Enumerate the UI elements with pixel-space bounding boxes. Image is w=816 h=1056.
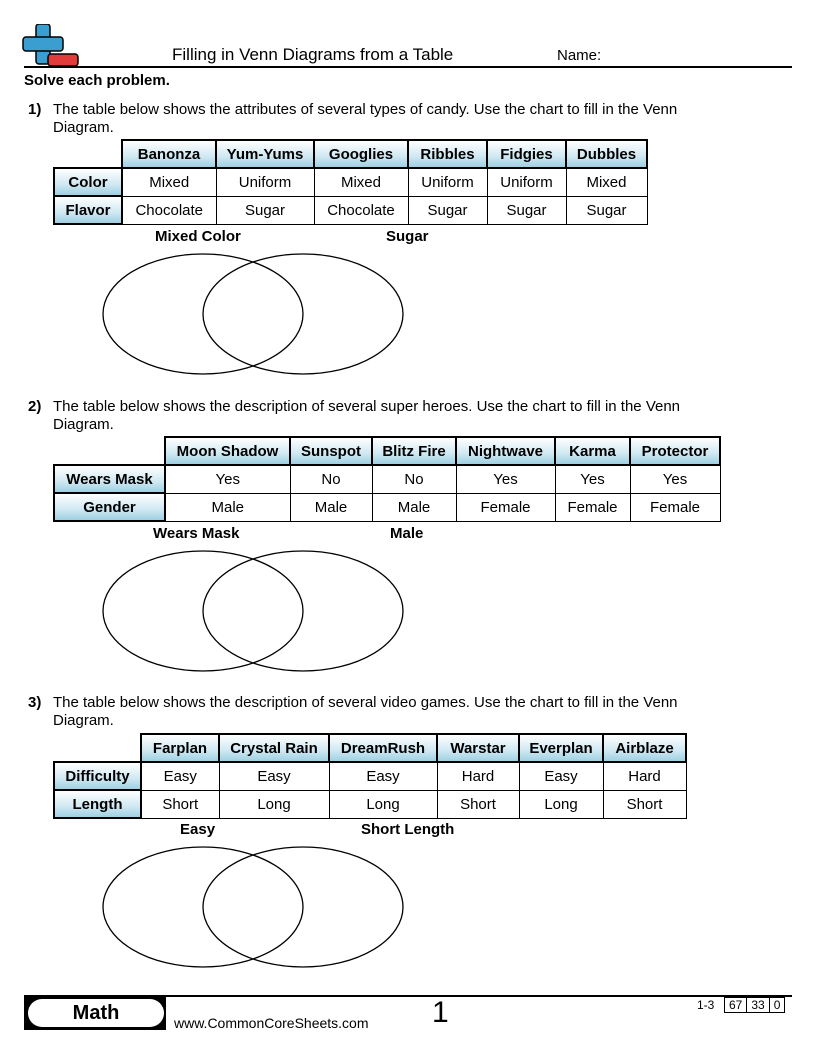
- venn-left-label: Easy: [180, 821, 216, 838]
- super-heroes-table: [53, 436, 721, 522]
- column-header: Dubbles: [566, 140, 647, 168]
- subject-badge: Math: [28, 999, 164, 1027]
- table-row: [54, 168, 647, 196]
- score-box: 33: [747, 998, 769, 1013]
- column-header: Warstar: [437, 734, 519, 762]
- table-row: [54, 762, 686, 790]
- table-cell: Male: [165, 493, 290, 521]
- table-cell: Short: [437, 790, 519, 818]
- row-header: Flavor: [54, 196, 122, 224]
- table-row: [54, 493, 720, 521]
- column-header: Blitz Fire: [372, 437, 456, 465]
- problem-number: 2): [28, 398, 42, 415]
- table-cell: Uniform: [408, 168, 487, 196]
- table-row: [54, 196, 647, 224]
- table-cell: Hard: [437, 762, 519, 790]
- venn-left-label: Wears Mask: [153, 525, 240, 542]
- table-cell: Sugar: [487, 196, 566, 224]
- column-header: Ribbles: [408, 140, 487, 168]
- table-cell: Yes: [555, 465, 630, 493]
- table-cell: Yes: [165, 465, 290, 493]
- table-corner: [54, 734, 141, 762]
- column-header: Banonza: [122, 140, 216, 168]
- column-header: Airblaze: [603, 734, 686, 762]
- table-cell: Long: [329, 790, 437, 818]
- page-number: 1: [432, 996, 449, 1029]
- column-header: Yum-Yums: [216, 140, 314, 168]
- header-divider: [24, 66, 792, 68]
- column-header: Nightwave: [456, 437, 555, 465]
- venn-left-label: Mixed Color: [155, 228, 241, 245]
- table-cell: Yes: [630, 465, 720, 493]
- problem-number: 3): [28, 694, 42, 711]
- table-cell: Male: [372, 493, 456, 521]
- table-cell: Mixed: [122, 168, 216, 196]
- table-corner: [54, 437, 165, 465]
- problem-text: The table below shows the attributes of several types of candy. Use the chart to fill in the Venn Diagram.: [53, 101, 678, 136]
- table-cell: Short: [603, 790, 686, 818]
- score-box: 67: [725, 998, 747, 1013]
- column-header: Protector: [630, 437, 720, 465]
- table-cell: Yes: [456, 465, 555, 493]
- row-header: Wears Mask: [54, 465, 165, 493]
- website-url: www.CommonCoreSheets.com: [174, 1015, 369, 1031]
- worksheet-title: Filling in Venn Diagrams from a Table: [172, 45, 454, 64]
- column-header: Fidgies: [487, 140, 566, 168]
- table-cell: Sugar: [408, 196, 487, 224]
- table-cell: Uniform: [216, 168, 314, 196]
- table-cell: Sugar: [216, 196, 314, 224]
- venn-right-label: Male: [390, 525, 424, 542]
- table-cell: Easy: [519, 762, 603, 790]
- table-cell: No: [290, 465, 372, 493]
- table-cell: Female: [456, 493, 555, 521]
- column-header: DreamRush: [329, 734, 437, 762]
- column-header: Everplan: [519, 734, 603, 762]
- column-header: Moon Shadow: [165, 437, 290, 465]
- table-cell: Chocolate: [314, 196, 408, 224]
- table-cell: Easy: [329, 762, 437, 790]
- table-cell: Mixed: [566, 168, 647, 196]
- venn-right-label: Short Length: [361, 821, 455, 838]
- column-header: Googlies: [314, 140, 408, 168]
- table-row: [54, 465, 720, 493]
- problem-text: The table below shows the description of several super heroes. Use the chart to fill in the Venn Diagram.: [53, 398, 681, 433]
- row-header: Color: [54, 168, 122, 196]
- candy-table: [53, 139, 648, 225]
- table-cell: No: [372, 465, 456, 493]
- row-header: Length: [54, 790, 141, 818]
- plus-minus-logo-icon: [22, 24, 80, 68]
- problem-number: 1): [28, 101, 42, 118]
- venn-right-label: Sugar: [386, 228, 429, 245]
- venn-diagram: [100, 252, 506, 376]
- table-cell: Sugar: [566, 196, 647, 224]
- table-corner: [54, 140, 122, 168]
- column-header: Crystal Rain: [219, 734, 329, 762]
- table-cell: Female: [630, 493, 720, 521]
- table-cell: Mixed: [314, 168, 408, 196]
- column-header: Sunspot: [290, 437, 372, 465]
- venn-diagram: [100, 845, 506, 969]
- table-cell: Chocolate: [122, 196, 216, 224]
- table-cell: Uniform: [487, 168, 566, 196]
- table-cell: Male: [290, 493, 372, 521]
- table-cell: Easy: [141, 762, 219, 790]
- table-cell: Long: [519, 790, 603, 818]
- venn-diagram: [100, 549, 506, 673]
- table-cell: Easy: [219, 762, 329, 790]
- table-cell: Hard: [603, 762, 686, 790]
- table-cell: Short: [141, 790, 219, 818]
- score-boxes: [724, 997, 785, 1013]
- table-row: [54, 790, 686, 818]
- row-header: Difficulty: [54, 762, 141, 790]
- video-games-table: [53, 733, 687, 819]
- name-label: Name:: [557, 47, 602, 64]
- problem-text: The table below shows the description of several video games. Use the chart to fill in the Venn Diagram.: [53, 694, 678, 729]
- row-header: Gender: [54, 493, 165, 521]
- column-header: Karma: [555, 437, 630, 465]
- table-cell: Female: [555, 493, 630, 521]
- column-header: Farplan: [141, 734, 219, 762]
- problem-range: 1-3: [697, 998, 715, 1012]
- instructions: Solve each problem.: [24, 72, 170, 89]
- score-box: 0: [769, 998, 785, 1013]
- table-cell: Long: [219, 790, 329, 818]
